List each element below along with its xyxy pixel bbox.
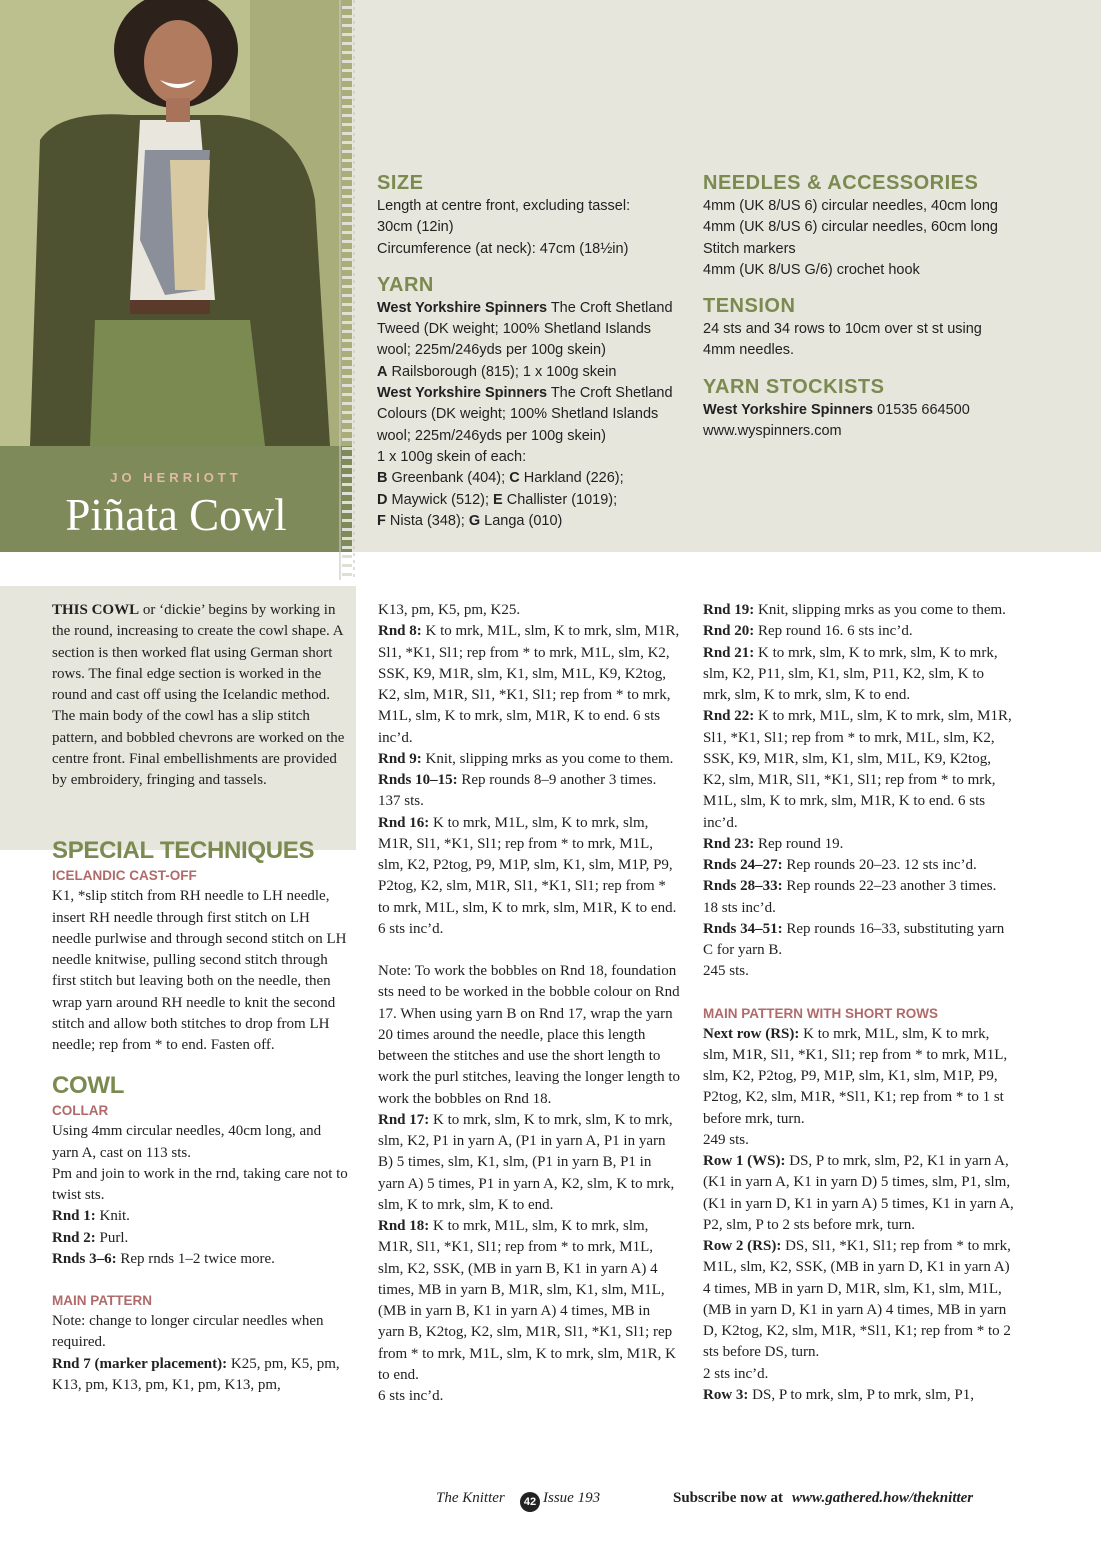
binding-ring — [342, 492, 352, 495]
row-label: Rnd 21: — [703, 644, 755, 661]
instruction-row — [52, 1249, 348, 1270]
instruction-row — [378, 1216, 680, 1386]
binding-ring — [342, 294, 352, 297]
yarn-line: Tweed (DK weight; 100% Shetland Islands — [377, 321, 652, 338]
binding-ring — [342, 447, 352, 450]
yarn-letter: A — [377, 363, 388, 380]
row-text: Knit, slipping mrks as you come to them. — [421, 750, 674, 767]
body-column-2 — [378, 600, 680, 1407]
row-label: Rnd 2: — [52, 1229, 96, 1246]
instruction-row — [703, 1151, 1015, 1236]
instruction-row — [378, 770, 680, 813]
binding-ring — [342, 312, 352, 315]
yarn-text: Challister (1019); — [502, 491, 618, 508]
row-label: Rnd 8: — [378, 623, 422, 640]
instruction-row: K13, pm, K5, pm, K25. — [378, 602, 521, 618]
binding-ring — [342, 420, 352, 423]
collar-heading: COLLAR — [52, 1103, 109, 1119]
binding-ring — [342, 159, 352, 162]
binding-ring — [342, 393, 352, 396]
binding-ring — [342, 339, 352, 342]
binding-ring — [342, 267, 352, 270]
binding-ring — [342, 87, 352, 90]
pattern-title: Piñata Cowl — [65, 490, 287, 540]
collar-text: Using 4mm circular needles, 40cm long, and yarn A, cast on 113 sts. — [52, 1123, 322, 1161]
stitch-count: 245 sts. — [703, 963, 749, 980]
size-line: 30cm (12in) — [377, 219, 454, 236]
page-footer — [0, 1490, 1101, 1514]
intro-lead: THIS COWL — [52, 602, 140, 618]
binding-ring — [342, 303, 352, 306]
yarn-text: Harkland (226); — [519, 470, 624, 487]
instruction-row — [703, 1024, 1015, 1130]
yarn-letter: E — [493, 491, 503, 508]
yarn-line — [377, 468, 673, 489]
row-text: Rep rounds 20–23. 12 sts inc’d. — [782, 857, 977, 873]
binding-ring — [342, 186, 352, 189]
tension-line: 24 sts and 34 rows to 10cm over st st using — [703, 321, 982, 338]
binding-ring — [342, 366, 352, 369]
yarn-heading: YARN — [377, 273, 434, 296]
tension-line: 4mm needles. — [703, 342, 795, 359]
stockists-heading: YARN STOCKISTS — [703, 375, 885, 398]
row-text: Knit, slipping mrks as you come to them. — [754, 602, 1006, 618]
body-column-1 — [52, 600, 348, 1396]
binding-ring — [342, 51, 352, 54]
binding-ring — [342, 357, 352, 360]
intro-text: or ‘dickie’ begins by working in the round, increasing to create the cowl shape. A section is then worked flat using German short rows. The final edge section is worked in the round and cast off using the Icelandic method. The main body of the cowl has a slip stitch pattern, and bobbled chevrons are worked on the centre front. Final embellishments are provided by embroidery, fringing and tassels. — [52, 602, 345, 788]
row-label: Rnd 22: — [703, 708, 755, 725]
row-text: K to mrk, slm, K to mrk, slm, K to mrk, slm, K2, P11, slm, K1, slm, P11, K2, slm, K to mrk, slm, K to mrk, slm, K to end. — [703, 644, 998, 703]
row-label: Row 3: — [703, 1386, 749, 1403]
yarn-line — [377, 490, 673, 511]
yarn-letter: G — [468, 512, 481, 529]
row-label: Row 1 (WS): — [703, 1153, 786, 1169]
row-label: Next row (RS): — [703, 1025, 800, 1042]
yarn-line — [377, 362, 673, 383]
yarn-line: wool; 225m/246yds per 100g skein) — [377, 342, 606, 359]
instruction-row — [378, 813, 680, 941]
stitch-count: 6 sts inc’d. — [378, 1388, 444, 1404]
icelandic-castoff-text: K1, *slip stitch from RH needle to LH needle, insert RH needle through first stitch on LH needle purlwise and through second stitch on LH needle knitwise, pulling second stitch through first stitch but leaving both on the needle, then wrap yarn around RH needle to knit the second stitch and allow both stitches to drop from LH needle; rep from * to end. Fasten off. — [52, 888, 347, 1053]
binding-ring — [342, 141, 352, 144]
binding-ring — [342, 123, 352, 126]
bobble-note: Note: To work the bobbles on Rnd 18, foundation sts need to be worked in the bobble colour on Rnd 17. When using yarn B on Rnd 17, wrap the yarn 20 times around the needle, place this length between the stitches and use the short length to work the purl stitches, leaving the longer length to work the bobbles on Rnd 18. — [378, 963, 681, 1107]
needles-line: 4mm (UK 8/US G/6) crochet hook — [703, 261, 920, 278]
row-label: Rnds 34–51: — [703, 920, 783, 937]
instruction-row — [703, 834, 1015, 855]
row-label: Rnd 23: — [703, 835, 755, 852]
binding-ring — [342, 438, 352, 441]
binding-ring — [342, 105, 352, 108]
binding-ring — [342, 528, 352, 531]
row-text: K to mrk, M1L, slm, K to mrk, slm, M1R, Sl1, *K1, Sl1; rep from * to mrk, M1L, slm, K2, SSK, (MB in yarn B, K1 in yarn A) 4 times, MB in yarn B, M1R, slm, K1, slm, M1L, (MB in yarn B, K1 in yarn A) 4 times, MB in yarn B, K2tog, K2, slm, M1R, Sl1, *K1, Sl1; rep from * to mrk, M1L, slm, K to mrk, slm, M1R, K to end. — [378, 1218, 676, 1383]
tension-heading: TENSION — [703, 295, 796, 318]
binding-ring — [342, 510, 352, 513]
special-techniques-heading: SPECIAL TECHNIQUES — [52, 837, 315, 865]
binding-ring — [342, 276, 352, 279]
collar-text: Pm and join to work in the rnd, taking care not to twist sts. — [52, 1165, 348, 1203]
brand-name: West Yorkshire Spinners — [377, 299, 548, 316]
binding-ring — [342, 465, 352, 468]
binding-ring — [342, 96, 352, 99]
specs-left-column — [377, 170, 673, 532]
size-line: Length at centre front, excluding tassel: — [377, 198, 631, 214]
needles-line: 4mm (UK 8/US 6) circular needles, 60cm long — [703, 219, 998, 236]
binding-ring — [342, 78, 352, 81]
row-label: Rnd 20: — [703, 623, 755, 640]
magazine-name: The Knitter — [436, 1490, 505, 1506]
row-text: Rep round 19. — [754, 835, 844, 852]
intro-paragraph — [52, 600, 348, 791]
binding-ring — [342, 15, 352, 18]
yarn-text: The Croft Shetland — [547, 385, 673, 402]
binding-ring — [342, 33, 352, 36]
binding-ring — [342, 177, 352, 180]
row-text: Rep round 16. 6 sts inc’d. — [754, 623, 913, 640]
row-label: Rnd 17: — [378, 1111, 430, 1128]
main-pattern-heading: MAIN PATTERN — [52, 1293, 152, 1308]
yarn-line — [377, 298, 673, 319]
brand-name: West Yorkshire Spinners — [377, 385, 548, 402]
row-text: Rep rounds 22–23 another 3 times. 18 sts inc’d. — [703, 878, 997, 916]
binding-ring — [342, 24, 352, 27]
subscribe-link[interactable]: www.gathered.how/theknitter — [792, 1490, 974, 1506]
yarn-text: Nista (348); — [385, 512, 469, 529]
row-label: Rnd 9: — [378, 750, 422, 767]
row-text: Rep rounds 8–9 another 3 times. 137 sts. — [378, 772, 657, 810]
row-label: Rnds 24–27: — [703, 857, 783, 873]
instruction-row — [52, 1354, 348, 1397]
binding-ring — [342, 42, 352, 45]
row-text: DS, P to mrk, slm, P to mrk, slm, P1, — [748, 1386, 975, 1403]
size-line: Circumference (at neck): 47cm (18½in) — [377, 240, 629, 257]
row-text: K to mrk, M1L, slm, K to mrk, slm, M1R, Sl1, *K1, Sl1; rep from * to mrk, M1L, slm, K2, SSK, K9, M1R, slm, K1, slm, M1L, K9, K2tog, K2, slm, M1R, Sl1, *K1, Sl1; rep from * to mrk, M1L, slm, K to mrk, slm, M1R, K to end. 6 sts inc’d. — [378, 623, 680, 746]
instruction-row — [703, 643, 1015, 707]
brand-name: West Yorkshire Spinners — [703, 401, 874, 418]
row-label: Rnds 28–33: — [703, 878, 783, 895]
row-text: Knit. — [95, 1208, 130, 1225]
binding-ring — [342, 456, 352, 459]
yarn-line: 1 x 100g skein of each: — [377, 448, 527, 465]
row-label: Rnds 3–6: — [52, 1250, 117, 1267]
yarn-letter: C — [509, 470, 520, 487]
binding-ring — [342, 240, 352, 243]
binding-ring — [342, 546, 352, 549]
binding-ring — [342, 411, 352, 414]
row-label: Rnd 19: — [703, 602, 755, 618]
yarn-text: Railsborough (815); 1 x 100g skein — [387, 363, 617, 380]
body-column-3 — [703, 600, 1015, 1406]
issue-number: Issue 193 — [543, 1490, 601, 1506]
binding-ring — [342, 195, 352, 198]
row-text: DS, Sl1, *K1, Sl1; rep from * to mrk, M1L, slm, K2, SSK, (MB in yarn D, K1 in yarn A) 4 times, MB in yarn D, M1R, slm, K1, slm, M1L, (MB in yarn D, K1 in yarn A) 4 times, MB in yarn D, K2tog, K2, slm, M1R, *Sl1, K1; rep from * to 2 sts before DS, turn. — [703, 1238, 1011, 1361]
binding-ring — [342, 114, 352, 117]
binding-ring — [342, 204, 352, 207]
needles-heading: NEEDLES & ACCESSORIES — [703, 172, 979, 194]
binding-ring — [342, 258, 352, 261]
instruction-row — [378, 749, 680, 770]
yarn-text: Maywick (512); — [387, 491, 494, 508]
instruction-row — [703, 706, 1015, 834]
spiral-binding-decoration — [336, 0, 358, 580]
instruction-row — [703, 876, 1015, 919]
yarn-letter: B — [377, 470, 388, 487]
instruction-row — [703, 919, 1015, 962]
instruction-row — [703, 1385, 1015, 1406]
subscribe-text: Subscribe now at — [673, 1490, 784, 1506]
stitch-count: 2 sts inc’d. — [703, 1365, 769, 1382]
binding-ring — [342, 330, 352, 333]
needles-line: Stitch markers — [703, 240, 796, 257]
main-pattern-note: Note: change to longer circular needles when required. — [52, 1313, 324, 1351]
binding-ring — [342, 150, 352, 153]
row-label: Rnds 10–15: — [378, 772, 458, 788]
instruction-row — [703, 1236, 1015, 1364]
row-text: K to mrk, slm, K to mrk, slm, K to mrk, slm, K2, P1 in yarn A, (P1 in yarn A, P1 in yarn B) 5 times, slm, K1, slm, (P1 in yarn B, P1 in yarn A) 5 times, P1 in yarn A, K2, slm, K to mrk, slm, K to mrk, slm, K to end. — [378, 1111, 675, 1213]
model-photo — [0, 0, 352, 446]
binding-ring — [342, 213, 352, 216]
instruction-row — [52, 1206, 348, 1227]
row-text: Rep rounds 16–33, substituting yarn C for yarn B. — [703, 920, 1005, 958]
binding-ring — [342, 348, 352, 351]
yarn-line — [377, 383, 673, 404]
binding-ring — [342, 429, 352, 432]
yarn-line: wool; 225m/246yds per 100g skein) — [377, 427, 606, 444]
binding-ring — [342, 69, 352, 72]
binding-ring — [342, 537, 352, 540]
yarn-line — [377, 511, 673, 532]
stockist-phone: 01535 664500 — [873, 401, 970, 418]
binding-ring — [342, 321, 352, 324]
binding-ring — [342, 60, 352, 63]
instruction-row — [703, 621, 1015, 642]
binding-ring — [342, 483, 352, 486]
yarn-letter: F — [377, 512, 386, 529]
stitch-count: 249 sts. — [703, 1131, 749, 1148]
binding-ring — [342, 6, 352, 9]
row-text: K to mrk, M1L, slm, K to mrk, slm, M1R, Sl1, *K1, Sl1; rep from * to mrk, M1L, slm, K2, P2tog, P9, M1P, slm, K1, slm, M1P, P9, P2tog, K2, slm, M1R, Sl1, *K1, Sl1; rep from * to mrk, M1L, slm, K to mrk, slm, M1R, K to end. 6 sts inc’d. — [378, 814, 677, 937]
page-number: 42 — [520, 1492, 540, 1512]
instruction-row — [378, 621, 680, 749]
specs-right-column — [703, 170, 1013, 442]
icelandic-castoff-heading: ICELANDIC CAST-OFF — [52, 868, 197, 884]
row-label: Rnd 7 (marker placement): — [52, 1355, 228, 1372]
designer-name: JO HERRIOTT — [110, 470, 242, 485]
binding-ring — [342, 132, 352, 135]
yarn-text: Langa (010) — [480, 512, 563, 529]
row-text: DS, P to mrk, slm, P2, K1 in yarn A, (K1 in yarn A, K1 in yarn D) 5 times, slm, P1, slm, (K1 in yarn D, K1 in yarn A) 5 times, K1 in yarn A, P2, slm, P to 2 sts before mrk, turn. — [703, 1153, 1014, 1233]
title-panel — [0, 446, 352, 552]
row-label: Rnd 1: — [52, 1208, 96, 1225]
binding-ring — [342, 222, 352, 225]
binding-ring — [342, 231, 352, 234]
binding-ring — [342, 573, 352, 576]
row-text: K to mrk, M1L, slm, K to mrk, slm, M1R, Sl1, *K1, Sl1; rep from * to mrk, M1L, slm, K2, P2tog, P9, M1P, slm, K1, slm, M1P, P9, P2tog, K2, slm, M1R, *Sl1, K1; rep from * to 1 st before mrk, turn. — [703, 1025, 1008, 1127]
row-label: Rnd 16: — [378, 814, 430, 831]
binding-ring — [342, 249, 352, 252]
needles-line: 4mm (UK 8/US 6) circular needles, 40cm long — [703, 198, 998, 214]
binding-ring — [342, 519, 352, 522]
row-label: Row 2 (RS): — [703, 1238, 782, 1254]
binding-ring — [342, 402, 352, 405]
row-text: K to mrk, M1L, slm, K to mrk, slm, M1R, Sl1, *K1, Sl1; rep from * to mrk, M1L, slm, K2, SSK, K9, M1R, slm, K1, slm, M1L, K9, K2tog, K2, slm, M1R, Sl1, *K1, Sl1; rep from * to mrk, M1L, slm, K to mrk, slm, M1R, K to end. 6 sts inc’d. — [703, 708, 1012, 831]
short-rows-heading: MAIN PATTERN WITH SHORT ROWS — [703, 1005, 938, 1021]
binding-ring — [342, 375, 352, 378]
binding-ring — [342, 474, 352, 477]
binding-ring — [342, 564, 352, 567]
instruction-row — [52, 1228, 348, 1249]
instruction-row — [703, 855, 1015, 876]
stockist-website[interactable]: www.wyspinners.com — [703, 423, 842, 440]
row-text: Rep rnds 1–2 twice more. — [116, 1250, 275, 1267]
instruction-row — [703, 600, 1015, 621]
binding-ring — [342, 501, 352, 504]
binding-ring — [342, 168, 352, 171]
yarn-text: Greenbank (404); — [387, 470, 510, 487]
size-heading: SIZE — [377, 172, 424, 194]
instruction-row — [378, 1110, 680, 1216]
yarn-text: The Croft Shetland — [547, 299, 673, 316]
binding-ring — [342, 384, 352, 387]
cowl-heading: COWL — [52, 1072, 125, 1100]
yarn-line: Colours (DK weight; 100% Shetland Islands — [377, 406, 659, 423]
row-text: Purl. — [95, 1229, 129, 1246]
yarn-letter: D — [377, 491, 388, 508]
row-label: Rnd 18: — [378, 1218, 430, 1234]
binding-ring — [342, 285, 352, 288]
binding-ring — [342, 555, 352, 558]
row-text: K25, pm, K5, pm, K13, pm, K13, pm, K1, pm, K13, pm, — [52, 1355, 340, 1393]
stockist-line — [703, 400, 1013, 421]
